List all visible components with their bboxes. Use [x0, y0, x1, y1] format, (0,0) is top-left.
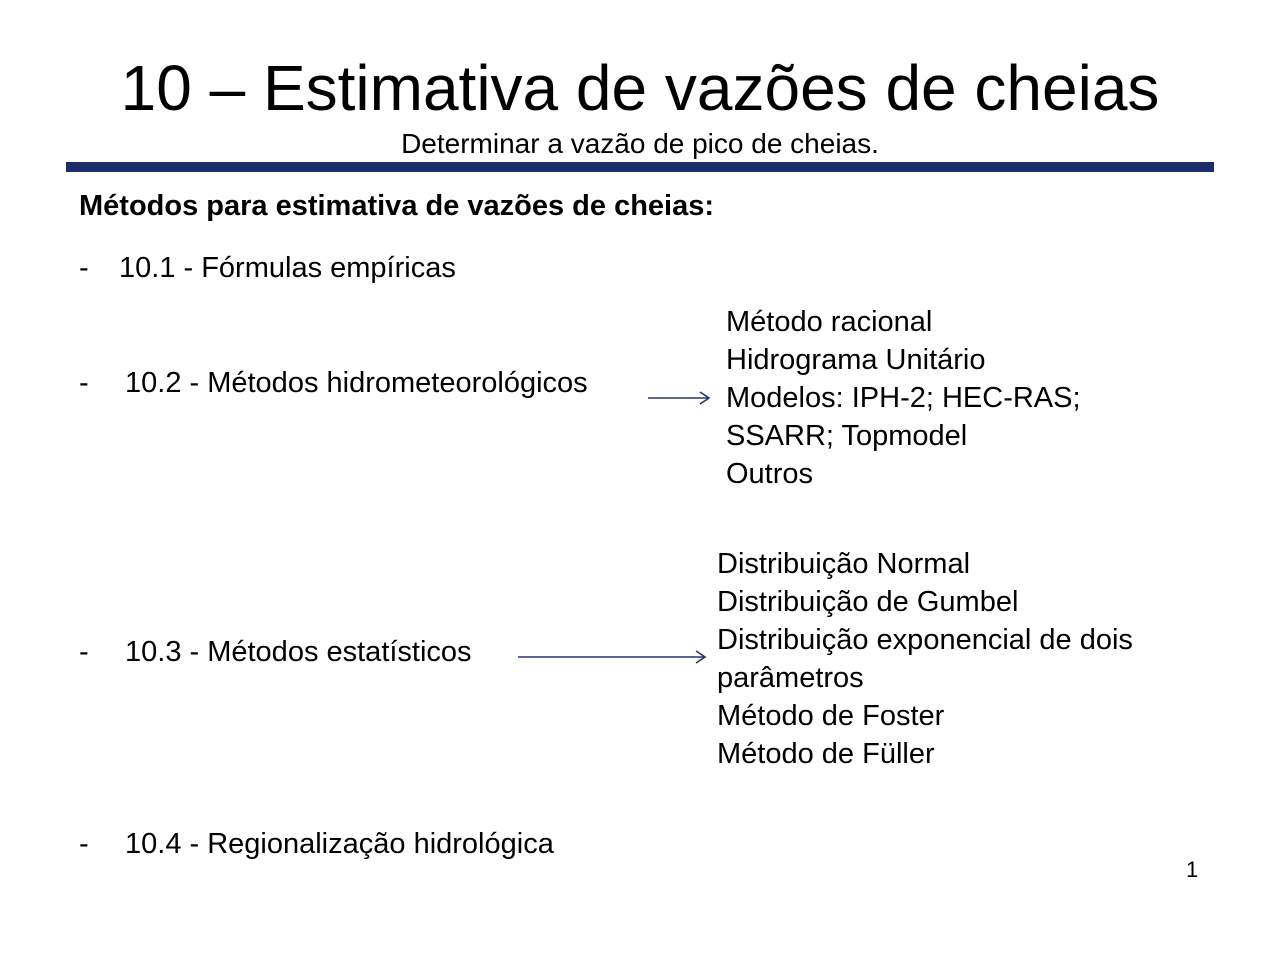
hydrometeorological-methods-list [726, 303, 1081, 493]
page-number: 1 [1186, 857, 1199, 882]
list-item: Método de Foster [717, 700, 945, 732]
method-label: 10.2 - Métodos hidrometeorológicos [125, 367, 588, 399]
method-label: 10.1 - Fórmulas empíricas [119, 252, 456, 284]
list-dash: - [79, 828, 89, 860]
arrow-right-icon [646, 388, 716, 408]
list-item: Método de Füller [717, 738, 935, 770]
method-item-regionalization [79, 826, 554, 862]
list-item: parâmetros [717, 662, 864, 694]
slide-subtitle: Determinar a vazão de pico de cheias. [401, 128, 879, 159]
methods-heading: Métodos para estimativa de vazões de cheias: [79, 190, 715, 222]
list-item: Outros [726, 458, 814, 490]
statistical-methods-list [717, 545, 1133, 773]
list-item: Hidrograma Unitário [726, 344, 986, 376]
list-dash: - [79, 252, 89, 284]
list-item: Distribuição Normal [717, 548, 971, 580]
list-dash: - [79, 636, 89, 668]
list-dash: - [79, 367, 89, 399]
method-item-empirical [79, 250, 456, 286]
method-label: 10.3 - Métodos estatísticos [125, 636, 472, 668]
list-item: Método racional [726, 306, 933, 338]
list-item: Distribuição exponencial de dois [717, 624, 1133, 656]
list-item: SSARR; Topmodel [726, 420, 968, 452]
method-item-hydrometeorological [79, 365, 588, 401]
list-item: Distribuição de Gumbel [717, 586, 1019, 618]
list-item: Modelos: IPH-2; HEC-RAS; [726, 382, 1081, 414]
arrow-right-icon [516, 647, 712, 667]
method-label: 10.4 - Regionalização hidrológica [125, 828, 554, 860]
title-divider [66, 162, 1214, 172]
method-item-statistical [79, 634, 472, 670]
slide-title: 10 – Estimativa de vazões de cheias [120, 52, 1160, 124]
